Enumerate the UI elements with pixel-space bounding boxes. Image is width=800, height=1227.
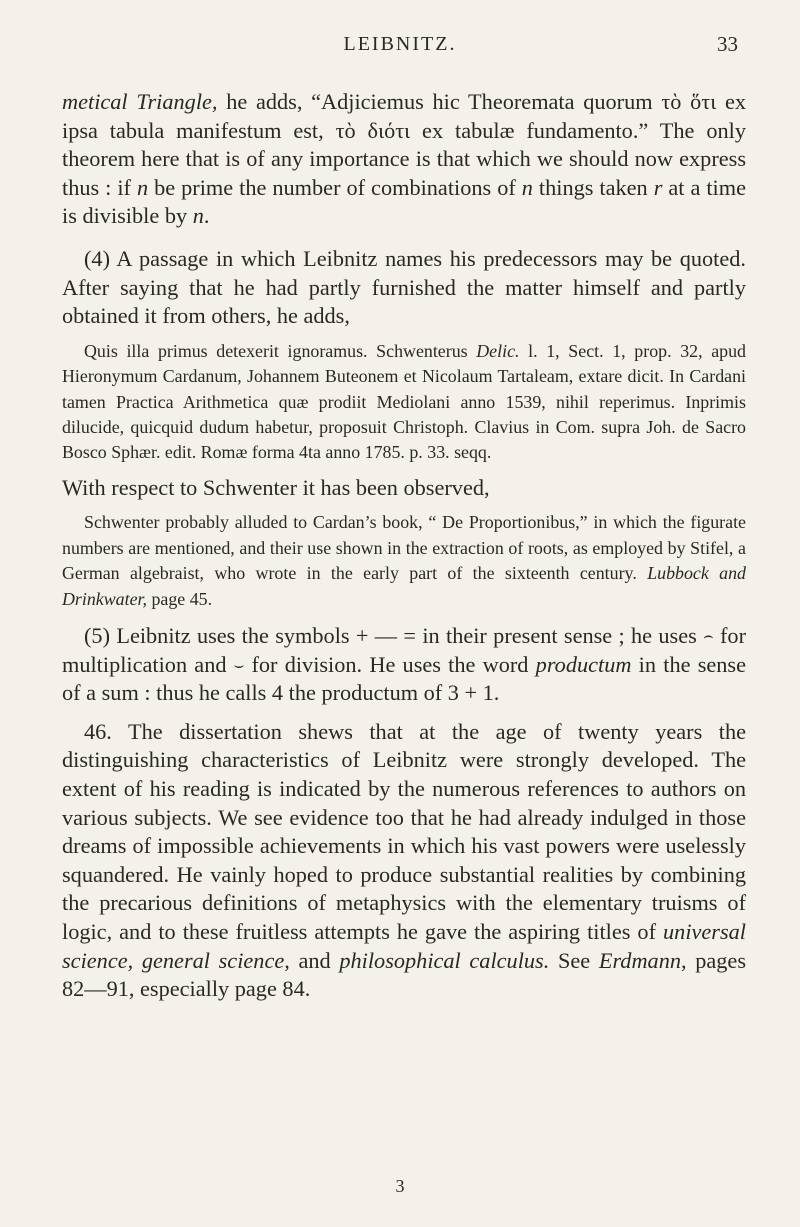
text-run: for multiplication and — [62, 623, 746, 677]
greek-phrase: τὸ διότι — [335, 117, 411, 143]
text-run: and — [289, 947, 340, 973]
italic-phrase: philosophical calculus. — [339, 947, 550, 973]
page-number: 33 — [717, 32, 738, 56]
italic-phrase: universal science, — [62, 918, 746, 973]
text-run: for division. He uses the word — [244, 651, 536, 677]
text-run — [133, 948, 142, 973]
text-run: 46. The dissertation shews that at the age of twenty years the distinguishing characteristics of Leibnitz were strongly developed. The extent of his reading is indicated by the numerous references to authors on various subjects. We see evidence too that he had already indulged in those dreams of impossible achievements in which his vast powers were uselessly squandered. He vainly hoped to produce substantial realities by combining the precarious definitions of metaphysics with the elementary truisms of logic, and to these fruitless attempts he gave the aspiring titles of — [62, 718, 746, 944]
italic-phrase: metical Triangle, — [62, 89, 218, 114]
text-run: l. 1, Sect. 1, prop. 32, apud Hieronymum Cardanum, Johannem Buteonem et Nicolaum Tartaleam, extare dicit. In Cardani tamen Practica Arithmetica quæ prodiit Mediolani anno 1539, nihil reperimus. Inprimis dilucide, quicquid dudum habetur, proposuit Christoph. Clavius in Com. supra Joh. de Sacro Bosco Sphær. edit. Romæ forma 4ta anno 1785. p. 33. seqq. — [62, 340, 746, 463]
greek-phrase: τὸ ὅτι — [661, 89, 717, 114]
variable: n — [136, 174, 149, 200]
running-head — [0, 30, 800, 60]
running-title: LEIBNITZ. — [343, 33, 457, 55]
paragraph-46 — [62, 718, 746, 1004]
text-run: (5) Leibnitz uses the symbols + — = in their present sense ; he uses — [84, 623, 704, 648]
variable: r — [653, 174, 663, 200]
text-run: ex tabulæ fundamento.” The only theorem here that is of any importance is that which we should now express thus : if — [62, 117, 746, 200]
text-run: at a time is divisible by — [62, 174, 746, 229]
paragraph-triangle — [62, 88, 746, 231]
variable: n — [521, 174, 533, 200]
paragraph-symbols — [62, 622, 746, 708]
text-run: he adds, “Adjiciemus hic Theoremata quorum — [217, 89, 662, 114]
italic-phrase: Lubbock and Drinkwater, — [62, 563, 746, 609]
text-run: in the sense of a sum : thus he calls 4 the productum of 3 + 1. — [62, 651, 746, 706]
text-run: ex ipsa tabula manifestum est, — [62, 89, 747, 143]
text-run: pages 82—91, especially page 84. — [62, 947, 747, 1002]
text-run: things taken — [532, 174, 654, 200]
text-run: Quis illa primus detexerit ignoramus. Schwenterus — [84, 340, 477, 361]
page-body — [62, 88, 746, 1004]
italic-phrase: productum — [535, 651, 632, 677]
text-run: See — [549, 947, 599, 973]
variable: n — [192, 203, 204, 229]
quotation-schwenter — [62, 510, 746, 612]
paragraph-schwenter: With respect to Schwenter it has been observed, — [62, 474, 490, 500]
italic-phrase: Delic. — [476, 340, 520, 361]
signature-mark: 3 — [395, 1176, 405, 1196]
italic-phrase: general science, — [141, 947, 290, 973]
text-run: Schwenter probably alluded to Cardan’s book, “ De Proportionibus,” in which the figurate numbers are mentioned, and their use shown in the extraction of roots, as employed by Stifel, a German algebraist, who wrote in the early part of the sixteenth century. — [62, 512, 746, 584]
text-run: be prime the number of combinations of — [148, 174, 522, 200]
text-run: . — [203, 203, 210, 229]
division-symbol: ⌣ — [233, 654, 245, 674]
text-run: page 45. — [146, 588, 213, 609]
paragraph-predecessors: (4) A passage in which Leibnitz names his predecessors may be quoted. After saying that he had partly furnished the matter himself and partly obtained it from others, he adds, — [62, 245, 746, 329]
multiplication-symbol: ⌢ — [703, 626, 714, 645]
quotation-latin — [62, 339, 746, 466]
italic-phrase: Erdmann, — [598, 947, 687, 973]
